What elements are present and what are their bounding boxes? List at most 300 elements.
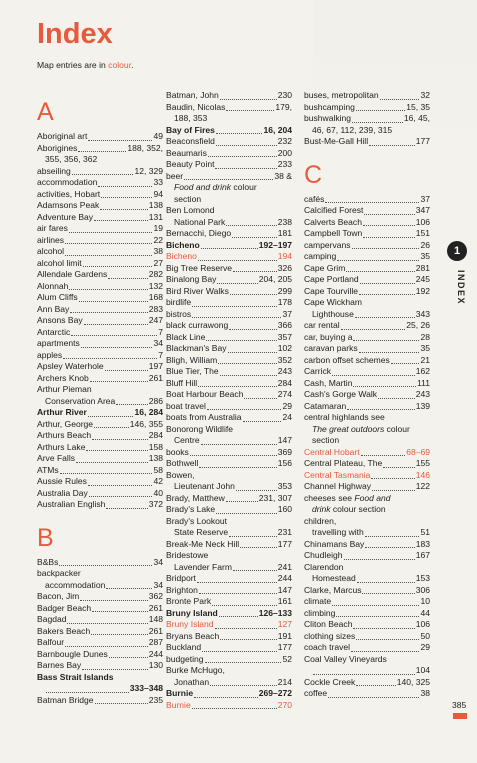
entry-continuation bbox=[166, 217, 292, 229]
leader-dots bbox=[359, 352, 420, 353]
index-entry bbox=[166, 148, 292, 160]
section-letter: C bbox=[304, 160, 323, 189]
section-letter: B bbox=[37, 523, 54, 552]
leader-dots bbox=[220, 639, 277, 640]
page-references: 35 bbox=[420, 251, 430, 261]
entry-line bbox=[37, 292, 163, 304]
entry-term: Arthurs Lake bbox=[37, 441, 86, 452]
leader-dots bbox=[226, 501, 258, 502]
entry-line bbox=[304, 631, 430, 643]
index-entry bbox=[166, 125, 292, 137]
leader-dots bbox=[106, 588, 152, 589]
index-entry bbox=[166, 389, 292, 401]
page-references: 146 bbox=[415, 469, 430, 480]
leader-dots bbox=[192, 317, 281, 318]
page-references: 26 bbox=[420, 239, 430, 250]
page-references: 19 bbox=[153, 223, 163, 233]
index-entry bbox=[304, 654, 430, 677]
index-entry bbox=[37, 281, 163, 293]
index-entry bbox=[37, 327, 163, 339]
entry-continuation bbox=[166, 527, 292, 539]
index-entry bbox=[166, 297, 292, 309]
page-references: 244 bbox=[277, 573, 292, 583]
entry-term: Cape Portland bbox=[304, 274, 359, 284]
index-entry bbox=[304, 102, 430, 114]
entry-term: Clarendon bbox=[304, 561, 344, 572]
page-references: 50 bbox=[420, 630, 430, 641]
entry-continuation bbox=[37, 580, 163, 592]
page-references: 343 bbox=[415, 308, 430, 319]
leader-dots bbox=[372, 490, 415, 491]
index-entry bbox=[166, 596, 292, 608]
leader-dots bbox=[229, 329, 277, 330]
entry-term: backpacker bbox=[37, 568, 81, 578]
entry-line bbox=[304, 240, 430, 252]
entry-line bbox=[166, 504, 292, 516]
entry-line bbox=[304, 378, 430, 390]
index-entry bbox=[304, 677, 430, 689]
page-references: 306 bbox=[415, 584, 430, 595]
leader-dots bbox=[92, 611, 148, 612]
leader-dots bbox=[216, 145, 277, 146]
page-references: 21 bbox=[420, 354, 430, 365]
entry-term: Bruny Island bbox=[166, 607, 218, 618]
entry-line bbox=[37, 189, 163, 201]
entry-term: Arve Falls bbox=[37, 453, 75, 463]
page-references: 299 bbox=[277, 285, 292, 296]
index-entry bbox=[37, 212, 163, 224]
page-references: 38 & bbox=[274, 170, 292, 181]
page-references: 127 bbox=[277, 619, 292, 629]
entry-line bbox=[37, 614, 163, 626]
entry-line bbox=[37, 637, 163, 649]
leader-dots bbox=[201, 444, 277, 445]
index-entry bbox=[166, 378, 292, 390]
leader-dots bbox=[194, 697, 258, 698]
index-entry bbox=[166, 263, 292, 275]
page-references: 68–69 bbox=[406, 446, 430, 457]
index-entry bbox=[37, 235, 163, 247]
entry-line bbox=[304, 355, 430, 367]
entry-continuation bbox=[166, 677, 292, 689]
entry-term: Ben Lomond bbox=[166, 205, 215, 215]
entry-term: beer bbox=[166, 170, 184, 181]
entry-term: Bay of Fires bbox=[166, 124, 215, 135]
index-entry bbox=[304, 217, 430, 229]
entry-line bbox=[304, 194, 430, 206]
leader-dots bbox=[328, 697, 419, 698]
entry-term: Catamaran bbox=[304, 400, 347, 411]
entry-term: climbing bbox=[304, 607, 336, 618]
index-entry bbox=[166, 619, 292, 631]
page-references: 58 bbox=[153, 464, 163, 475]
entry-line bbox=[166, 148, 292, 160]
entry-term: ATMs bbox=[37, 464, 59, 475]
entry-subterm: section bbox=[174, 193, 202, 204]
leader-dots bbox=[325, 202, 419, 203]
leader-dots bbox=[360, 283, 415, 284]
page-references: 126–133 bbox=[258, 607, 292, 618]
entry-line bbox=[37, 131, 163, 143]
entry-line bbox=[166, 642, 292, 654]
index-entry bbox=[37, 603, 163, 615]
index-entry bbox=[37, 568, 163, 591]
leader-dots bbox=[243, 421, 282, 422]
leader-dots bbox=[365, 547, 414, 548]
leader-dots bbox=[233, 570, 277, 571]
page-references: 35 bbox=[420, 343, 430, 353]
page-references: 10 bbox=[420, 596, 430, 606]
leader-dots bbox=[240, 547, 277, 548]
entry-line bbox=[304, 470, 430, 482]
page-number: 385 bbox=[452, 700, 467, 710]
entry-term: car, buying a bbox=[304, 331, 353, 342]
entry-continuation bbox=[37, 396, 163, 408]
index-entry bbox=[304, 550, 430, 562]
page-references: 7 bbox=[158, 349, 163, 360]
entry-line bbox=[304, 516, 430, 528]
index-entry bbox=[166, 631, 292, 643]
index-entry bbox=[304, 596, 430, 608]
page-references: 177 bbox=[277, 642, 292, 652]
entry-term: coffee bbox=[304, 688, 328, 698]
index-entry bbox=[304, 642, 430, 654]
entry-line bbox=[166, 539, 292, 551]
page-references: 333–348 bbox=[129, 683, 163, 693]
entry-subterm: Lieutenant John bbox=[174, 481, 235, 491]
entry-term: buses, metropolitan bbox=[304, 90, 379, 100]
leader-dots bbox=[353, 386, 416, 387]
entry-term: cheeses see bbox=[304, 492, 355, 503]
index-entry bbox=[304, 493, 430, 516]
leader-dots bbox=[228, 352, 277, 353]
entry-line bbox=[304, 228, 430, 240]
index-entry bbox=[37, 269, 163, 281]
page-references: 274 bbox=[277, 389, 292, 399]
leader-dots bbox=[212, 605, 277, 606]
leader-dots bbox=[91, 634, 148, 635]
leader-dots bbox=[65, 243, 152, 244]
page-references: 138 bbox=[148, 453, 163, 463]
entry-term: Apsley Waterhole bbox=[37, 361, 104, 371]
page-references: 148 bbox=[148, 614, 163, 624]
leader-dots bbox=[220, 99, 277, 100]
leader-dots bbox=[65, 646, 148, 647]
entry-term: Arthur River bbox=[37, 407, 87, 417]
index-entry bbox=[304, 251, 430, 263]
entry-line bbox=[166, 228, 292, 240]
entry-line bbox=[166, 688, 292, 700]
index-entry bbox=[166, 470, 292, 493]
entry-continuation bbox=[166, 562, 292, 574]
leader-dots bbox=[347, 409, 414, 410]
entry-term: Barnbougle Dunes bbox=[37, 648, 108, 659]
index-entry bbox=[166, 700, 292, 712]
page-references: 357 bbox=[277, 331, 292, 342]
entry-term: Cape Wickham bbox=[304, 297, 362, 307]
entry-line bbox=[166, 458, 292, 470]
leader-dots bbox=[363, 225, 415, 226]
index-entry bbox=[304, 205, 430, 217]
page-references: 369 bbox=[277, 446, 292, 457]
entry-line bbox=[166, 596, 292, 608]
entry-term: Bonorong Wildlife bbox=[166, 423, 233, 434]
page-references: 33 bbox=[153, 177, 163, 187]
page-references: 232 bbox=[277, 136, 292, 146]
entry-term: Bagdad bbox=[37, 614, 67, 624]
entry-term: Ansons Bay bbox=[37, 315, 83, 325]
entry-term: Adventure Bay bbox=[37, 211, 94, 222]
entry-line bbox=[304, 562, 430, 574]
leader-dots bbox=[65, 255, 152, 256]
page-references: 231 bbox=[277, 527, 292, 537]
page-marker-bar bbox=[453, 713, 467, 719]
page-title: Index bbox=[37, 18, 113, 50]
leader-dots bbox=[371, 478, 414, 479]
page-references: 162 bbox=[415, 366, 430, 376]
index-entry bbox=[37, 499, 163, 511]
entry-term: Bowen, bbox=[166, 469, 195, 480]
entry-subterm: 355, 356, 362 bbox=[45, 154, 98, 164]
entry-line bbox=[166, 205, 292, 217]
index-entry bbox=[166, 159, 292, 171]
entry-subterm: 188, 353 bbox=[174, 113, 208, 123]
page-references: 178 bbox=[277, 297, 292, 307]
index-entry bbox=[304, 585, 430, 597]
index-entry bbox=[304, 401, 430, 413]
entry-subterm: The great outdoors bbox=[312, 423, 385, 434]
index-entry bbox=[166, 171, 292, 206]
page-references: 366 bbox=[277, 320, 292, 330]
leader-dots bbox=[116, 404, 147, 405]
leader-dots bbox=[217, 283, 257, 284]
entry-term: Chudleigh bbox=[304, 550, 343, 560]
leader-dots bbox=[215, 628, 277, 629]
entry-line bbox=[37, 649, 163, 661]
entry-line bbox=[304, 389, 430, 401]
leader-dots bbox=[109, 657, 148, 658]
entry-line bbox=[304, 596, 430, 608]
index-entry bbox=[166, 412, 292, 424]
entry-term: Brady's Lake bbox=[166, 504, 216, 514]
index-entry bbox=[304, 274, 430, 286]
entry-term: Central Hobart bbox=[304, 446, 360, 457]
cross-reference: Food and bbox=[354, 492, 391, 503]
entry-term: cafés bbox=[304, 193, 325, 204]
entry-term: Blue Tier, The bbox=[166, 366, 219, 376]
entry-term: Batman, John bbox=[166, 90, 219, 100]
leader-dots bbox=[226, 110, 274, 111]
index-entry bbox=[166, 355, 292, 367]
entry-term: Chinamans Bay bbox=[304, 538, 365, 549]
page-references: 153 bbox=[415, 573, 430, 583]
leader-dots bbox=[216, 133, 263, 134]
page-references: 247 bbox=[148, 315, 163, 325]
entry-line bbox=[37, 465, 163, 477]
entry-term: clothing sizes bbox=[304, 630, 356, 641]
entry-term: Arthur, George bbox=[37, 418, 94, 429]
entry-term: Boat Harbour Beach bbox=[166, 389, 244, 399]
entry-line bbox=[304, 688, 430, 700]
entry-line bbox=[37, 384, 163, 396]
entry-term: Archers Knob bbox=[37, 372, 89, 383]
entry-line bbox=[304, 136, 430, 148]
entry-term: Bridestowe bbox=[166, 550, 209, 560]
entry-continuation bbox=[166, 435, 292, 447]
page-references: 188, 352, bbox=[127, 142, 163, 153]
page-references: 230 bbox=[277, 90, 292, 100]
index-entry bbox=[37, 131, 163, 143]
entry-term: Bryans Beach bbox=[166, 630, 220, 641]
entry-continuation bbox=[304, 424, 430, 436]
entry-term: Bird River Walks bbox=[166, 285, 229, 296]
index-entry bbox=[37, 189, 163, 201]
entry-term: Burke McHugo, bbox=[166, 665, 225, 675]
entry-line bbox=[304, 286, 430, 298]
entry-line bbox=[304, 332, 430, 344]
leader-dots bbox=[332, 375, 415, 376]
section-letter: A bbox=[37, 98, 54, 126]
page-references: 25, 26 bbox=[406, 320, 430, 330]
page-references: 177 bbox=[415, 136, 430, 146]
index-entry bbox=[304, 136, 430, 148]
entry-line bbox=[37, 442, 163, 454]
entry-term: Burnie bbox=[166, 699, 191, 710]
entry-term: car rental bbox=[304, 320, 340, 330]
leader-dots bbox=[206, 340, 276, 341]
entry-term: budgeting bbox=[166, 653, 204, 664]
index-entry bbox=[304, 470, 430, 482]
entry-line bbox=[304, 113, 430, 125]
leader-dots bbox=[362, 593, 414, 594]
entry-line bbox=[166, 320, 292, 332]
entry-term: Channel Highway bbox=[304, 481, 371, 491]
entry-term: Ann Bay bbox=[37, 303, 70, 314]
page-references: 155 bbox=[415, 458, 430, 468]
page-references: 151 bbox=[415, 228, 430, 238]
leader-dots bbox=[336, 616, 419, 617]
index-entry bbox=[166, 573, 292, 585]
entry-line bbox=[37, 453, 163, 465]
entry-line bbox=[304, 608, 430, 620]
entry-line bbox=[166, 90, 292, 102]
page-references: 38 bbox=[420, 688, 430, 698]
entry-subterm: Jonathan bbox=[174, 676, 210, 687]
index-entry bbox=[37, 177, 163, 189]
page-references: 214 bbox=[277, 676, 292, 687]
entry-term: Burnie bbox=[166, 688, 194, 698]
entry-term: birdlife bbox=[166, 297, 192, 307]
leader-dots bbox=[341, 329, 406, 330]
entry-line bbox=[166, 343, 292, 355]
index-entry bbox=[37, 637, 163, 649]
page-references: 183 bbox=[415, 538, 430, 549]
leader-dots bbox=[232, 237, 277, 238]
entry-line bbox=[37, 557, 163, 569]
leader-dots bbox=[79, 301, 148, 302]
entry-line bbox=[37, 258, 163, 270]
page-references: 49 bbox=[153, 131, 163, 141]
leader-dots bbox=[201, 248, 258, 249]
page-references: 261 bbox=[148, 372, 163, 383]
index-entry bbox=[37, 488, 163, 500]
entry-term: campervans bbox=[304, 239, 351, 250]
entry-line bbox=[37, 626, 163, 638]
index-entry bbox=[166, 458, 292, 470]
index-entry bbox=[37, 557, 163, 569]
entry-line bbox=[166, 447, 292, 459]
leader-dots bbox=[81, 347, 153, 348]
page-references: 42 bbox=[153, 476, 163, 486]
entry-term: airlines bbox=[37, 234, 65, 245]
index-entry bbox=[166, 550, 292, 573]
leader-dots bbox=[98, 186, 152, 187]
entry-term: Brady's Lookout bbox=[166, 515, 228, 526]
entry-line bbox=[37, 235, 163, 247]
leader-dots bbox=[352, 248, 420, 249]
page-references: 32 bbox=[420, 90, 430, 100]
page-references: 168 bbox=[148, 292, 163, 302]
leader-dots bbox=[198, 260, 277, 261]
leader-dots bbox=[88, 416, 134, 417]
page-references: 16, 45, bbox=[403, 113, 430, 123]
index-entry bbox=[37, 442, 163, 454]
entry-line bbox=[37, 476, 163, 488]
page-references: 284 bbox=[277, 377, 292, 388]
entry-continuation bbox=[304, 125, 430, 137]
entry-line bbox=[37, 327, 163, 339]
index-entry bbox=[37, 614, 163, 626]
leader-dots bbox=[101, 197, 152, 198]
index-entry bbox=[37, 695, 163, 707]
leader-dots bbox=[236, 490, 277, 491]
index-entry bbox=[166, 665, 292, 688]
entry-term: Bronte Park bbox=[166, 596, 212, 606]
entry-line bbox=[166, 251, 292, 263]
entry-continuation bbox=[37, 154, 163, 166]
entry-line bbox=[304, 539, 430, 551]
index-entry bbox=[166, 205, 292, 228]
page-references: 352 bbox=[277, 354, 292, 365]
leader-dots bbox=[361, 455, 406, 456]
page-references: 191 bbox=[277, 630, 292, 641]
page-references: 261 bbox=[148, 625, 163, 636]
leader-dots bbox=[60, 473, 153, 474]
leader-dots bbox=[88, 140, 152, 141]
page-references: 38 bbox=[153, 246, 163, 256]
entry-term: Beaconsfield bbox=[166, 136, 215, 146]
entry-continuation bbox=[166, 194, 292, 206]
index-entry bbox=[166, 90, 292, 102]
index-entry bbox=[37, 626, 163, 638]
map-legend-note: Map entries are in colour. bbox=[37, 60, 134, 70]
entry-term: air fares bbox=[37, 223, 68, 233]
leader-dots bbox=[82, 669, 148, 670]
leader-dots bbox=[90, 381, 148, 382]
entry-subterm: Food and drink bbox=[174, 182, 232, 192]
page-references: 241 bbox=[277, 561, 292, 572]
leader-dots bbox=[63, 358, 157, 359]
index-entry bbox=[304, 539, 430, 551]
page-references: 353 bbox=[277, 481, 292, 491]
leader-dots bbox=[344, 559, 415, 560]
page-references: 139 bbox=[415, 400, 430, 411]
entry-continuation bbox=[304, 665, 430, 677]
entry-line bbox=[304, 481, 430, 493]
entry-term: Calcified Forest bbox=[304, 205, 364, 215]
index-entry bbox=[166, 102, 292, 125]
index-entry bbox=[166, 504, 292, 516]
